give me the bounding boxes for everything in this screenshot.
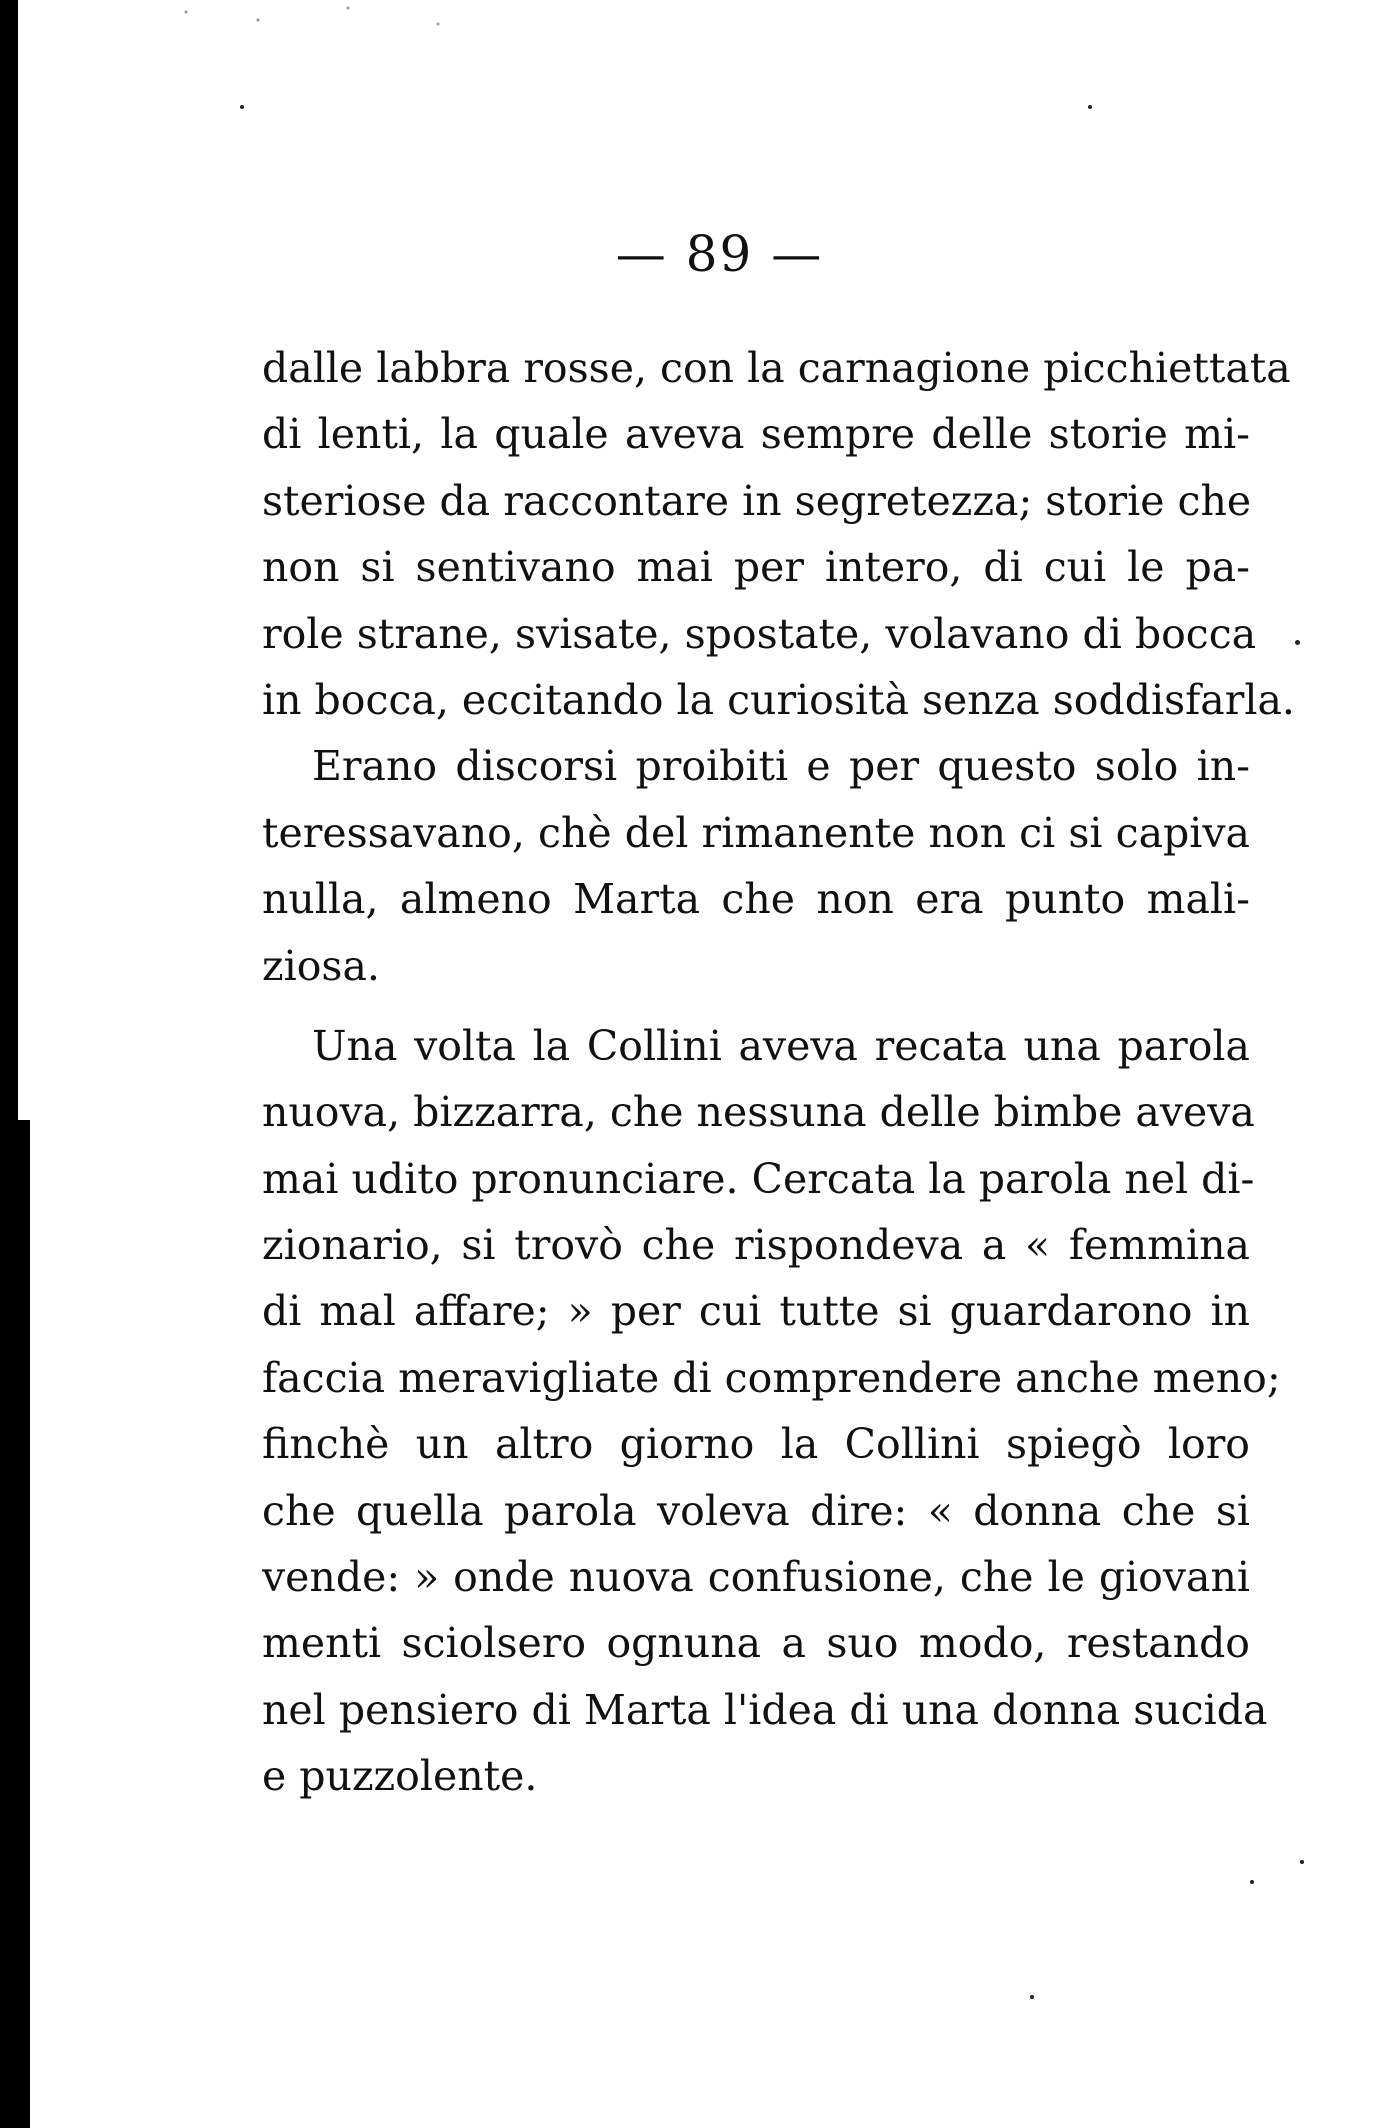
text-line: e puzzolente.: [262, 1752, 538, 1801]
text-line: Una volta la Collini aveva recata una parola: [312, 1021, 1250, 1070]
page-number: — 89 —: [615, 225, 824, 283]
scan-speck: [1030, 1995, 1034, 1999]
text-line: ziosa.: [262, 941, 380, 990]
scan-speck: [1250, 1880, 1254, 1884]
text-line: role strane, svisate, spostate, volavano di bocca: [262, 609, 1257, 658]
text-line: nulla, almeno Marta che non era punto mali-: [262, 875, 1250, 924]
text-line: zionario, si trovò che rispondeva a « femmina: [262, 1221, 1250, 1270]
scan-speck: [1300, 1860, 1304, 1864]
scan-speck: [1295, 640, 1300, 645]
text-line: non si sentivano mai per intero, di cui le pa-: [262, 543, 1250, 592]
scan-speck: [1088, 105, 1092, 109]
scan-speck: [240, 105, 244, 109]
text-line: in bocca, eccitando la curiosità senza soddisfarla.: [262, 675, 1295, 724]
text-line: dalle labbra rosse, con la carnagione picchiettata: [262, 344, 1291, 392]
binding-edge-lower: [18, 1120, 30, 2128]
text-line: faccia meravigliate di comprendere anche meno;: [262, 1353, 1281, 1402]
body-text: [262, 335, 1295, 1810]
text-line: mai udito pronunciare. Cercata la parola nel di-: [262, 1154, 1255, 1203]
text-line: di lenti, la quale aveva sempre delle storie mi-: [262, 410, 1250, 459]
scan-noise: [150, 0, 510, 40]
text-line: teressavano, chè del rimanente non ci si capiva: [262, 808, 1250, 857]
text-line: nel pensiero di Marta l'idea di una donna sucida: [262, 1685, 1268, 1734]
text-line: di mal affare; » per cui tutte si guardarono in: [262, 1287, 1250, 1336]
text-line: menti sciolsero ognuna a suo modo, restando: [262, 1619, 1250, 1668]
text-line: vende: » onde nuova confusione, che le giovani: [262, 1553, 1250, 1602]
text-line: che quella parola voleva dire: « donna che si: [262, 1486, 1250, 1535]
text-line: Erano discorsi proibiti e per questo solo in-: [312, 742, 1250, 791]
text-line: finchè un altro giorno la Collini spiegò loro: [262, 1420, 1250, 1469]
binding-edge: [0, 0, 18, 2128]
text-line: nuova, bizzarra, che nessuna delle bimbe aveva: [262, 1088, 1255, 1137]
text-line: steriose da raccontare in segretezza; storie che: [262, 476, 1252, 525]
